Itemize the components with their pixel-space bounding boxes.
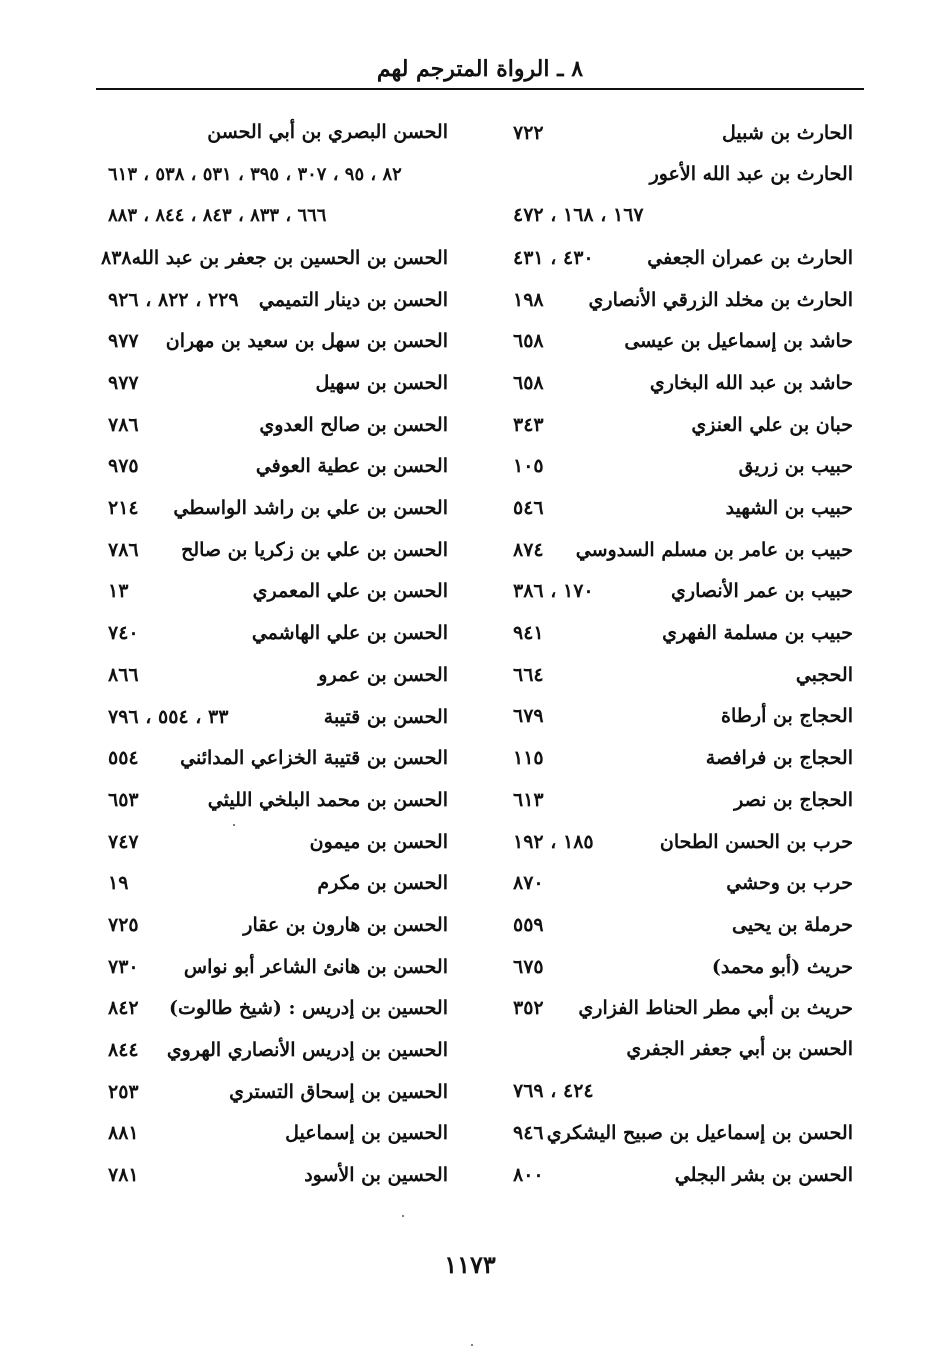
index-entry [108, 1029, 448, 1071]
entry-pages: ٦٦٤ [513, 663, 544, 686]
entry-pages: ٩٧٥ [108, 455, 139, 478]
entry-pages: ٦٧٥ [513, 955, 544, 978]
entry-name: الحسن بن قتيبة الخزاعي المدائني [180, 747, 448, 770]
index-entry [513, 237, 853, 279]
entry-pages: ٧٤٠ [108, 622, 139, 645]
entry-pages: ٦٦٦ ، ٨٣٣ ، ٨٤٣ ، ٨٤٤ ، ٨٨٣ [108, 205, 327, 227]
entry-pages: ١٦٧ ، ١٦٨ ، ٤٧٢ [513, 204, 644, 227]
entry-pages: ٩٧٧ [108, 330, 139, 353]
index-entry [108, 696, 448, 738]
header-rule [96, 88, 864, 90]
entry-name: الحسن البصري بن أبي الحسن [207, 121, 448, 143]
entry-pages: ١٠٥ [513, 455, 544, 478]
entry-pages: ١١٥ [513, 747, 544, 770]
entry-pages: ٦١٣ [513, 788, 544, 811]
entry-name: الحجاج بن نصر [734, 788, 853, 811]
entry-pages: ٨٢ ، ٩٥ ، ٣٠٧ ، ٣٩٥ ، ٥٣١ ، ٥٣٨ ، ٦١٣ [108, 163, 402, 185]
entry-name: حبيب بن الشهيد [725, 497, 853, 520]
entry-pages: ٥٥٤ [108, 747, 139, 770]
entry-pages: ٢٢٩ ، ٨٢٢ ، ٩٢٦ [108, 288, 239, 311]
entry-pages: ٣٤٣ [513, 413, 544, 436]
entry-name: الحسن بن بشر البجلي [674, 1164, 853, 1187]
index-entry [513, 362, 853, 404]
index-entry [108, 862, 448, 904]
index-entry [108, 279, 448, 321]
entry-pages: ٨٠٠ [513, 1164, 544, 1187]
entry-pages: ٨٤٢ [108, 997, 139, 1020]
index-entry [513, 737, 853, 779]
entry-pages: ٣٥٢ [513, 997, 544, 1020]
index-entry [108, 571, 448, 613]
entry-pages: ٨٤٤ [108, 1039, 139, 1061]
entry-name: الحسن بن إسماعيل بن صبيح اليشكري [546, 1122, 853, 1145]
entry-name: الحارث بن شبيل [722, 121, 853, 144]
index-entry [108, 737, 448, 779]
entry-name: الحسن بن هارون بن عقار [243, 913, 448, 936]
entry-name: الحسين بن إدريس : (شيخ طالوت) [168, 997, 448, 1020]
entry-name: الحسن بن سهل بن سعيد بن مهران [165, 330, 448, 353]
index-entry [513, 1154, 853, 1196]
index-entry [108, 320, 448, 362]
entry-pages: ٦٥٣ [108, 788, 139, 811]
entry-name: الحسن بن سهيل [315, 372, 448, 394]
entry-name: الحسن بن محمد البلخي الليثي [207, 788, 448, 811]
entry-pages: ٧٤٧ [108, 830, 139, 853]
index-entry [108, 112, 448, 237]
entry-name: حريث (أبو محمد) [711, 955, 853, 978]
entry-name: الحسن بن علي بن راشد الواسطي [173, 497, 448, 520]
index-entry [108, 362, 448, 404]
index-entry [108, 821, 448, 863]
entry-name: حبيب بن عمر الأنصاري [671, 580, 853, 603]
entry-name: الحسن بن هانئ الشاعر أبو نواس [183, 955, 448, 978]
index-entry [513, 571, 853, 613]
entry-pages: ١٩٨ [513, 288, 544, 311]
entry-pages: ٦٥٨ [513, 371, 544, 394]
entry-name: الحسن بن الحسين بن جعفر بن عبد الله [131, 246, 448, 269]
index-entry [108, 446, 448, 488]
index-entry [513, 779, 853, 821]
index-entry [513, 821, 853, 863]
entry-name: حبيب بن زريق [738, 455, 853, 478]
index-entry [513, 112, 853, 154]
index-entry [513, 446, 853, 488]
entry-pages: ٧٢٥ [108, 913, 139, 936]
entry-pages: ٩٧٧ [108, 372, 139, 394]
index-entry [108, 487, 448, 529]
entry-pages: ٩٤٦ [513, 1122, 544, 1145]
entry-pages: ٥٤٦ [513, 497, 544, 520]
entry-name: الحسن بن مكرم [317, 872, 448, 895]
entry-name: الحسين بن إدريس الأنصاري الهروي [166, 1039, 448, 1061]
entry-name: الحسن بن علي الهاشمي [251, 622, 448, 645]
entry-pages: ١٣ [108, 580, 129, 603]
index-entry [513, 1113, 853, 1155]
scan-speck [233, 824, 235, 826]
entry-pages: ٩٤١ [513, 622, 544, 645]
entry-pages: ٤٣٠ ، ٤٣١ [513, 246, 594, 269]
entry-name: حبان بن علي العنزي [691, 413, 853, 436]
index-entry [513, 654, 853, 696]
entry-name: الحسن بن دينار التميمي [258, 288, 448, 311]
index-entry [108, 946, 448, 988]
entry-name: الحجاج بن أرطاة [721, 705, 853, 728]
entry-name: حاشد بن عبد الله البخاري [649, 371, 853, 394]
entry-name: الحجاج بن فرافصة [705, 747, 853, 770]
entry-pages: ٧٨٦ [108, 413, 139, 436]
entry-pages: ٤٢٤ ، ٧٦٩ [513, 1079, 594, 1102]
entry-name: حبيب بن مسلمة الفهري [662, 622, 853, 645]
entry-name: الحسن بن قتيبة [323, 705, 448, 728]
entry-pages: ٨٧٤ [513, 538, 544, 561]
entry-pages: ٢٥٣ [108, 1080, 139, 1103]
index-entry [108, 612, 448, 654]
index-column-right [513, 112, 853, 1196]
entry-name: حاشد بن إسماعيل بن عيسى [624, 330, 853, 353]
entry-pages: ١٧٠ ، ٣٨٦ [513, 580, 594, 603]
entry-pages: ٧٨١ [108, 1164, 139, 1187]
index-entry [513, 154, 853, 237]
index-entry [513, 1029, 853, 1112]
entry-pages: ٦٥٨ [513, 330, 544, 353]
index-entry [513, 862, 853, 904]
entry-name: الحسن بن أبي جعفر الجفري [626, 1038, 853, 1061]
entry-pages: ١٩ [108, 872, 129, 895]
entry-name: الحارث بن عبد الله الأعور [649, 162, 853, 185]
entry-pages: ٣٣ ، ٥٥٤ ، ٧٩٦ [108, 705, 229, 728]
entry-name: الحجبي [795, 663, 853, 686]
entry-pages: ١٨٥ ، ١٩٢ [513, 830, 594, 853]
index-entry [108, 1154, 448, 1196]
entry-name: الحسين بن الأسود [304, 1164, 448, 1187]
entry-pages: ٧٣٠ [108, 955, 139, 978]
index-entry [513, 279, 853, 321]
page-number: ١١٧٣ [444, 1250, 496, 1279]
entry-name: الحارث بن مخلد الزرقي الأنصاري [588, 288, 853, 311]
entry-name: حرب بن وحشي [726, 872, 853, 895]
index-entry [513, 904, 853, 946]
entry-pages: ٨٣٨ [100, 246, 132, 269]
entry-name: الحسن بن ميمون [309, 830, 448, 853]
entry-pages: ٧٨٦ [108, 538, 139, 561]
entry-name: الحارث بن عمران الجعفي [647, 246, 853, 269]
entry-name: حريث بن أبي مطر الحناط الفزاري [578, 997, 853, 1020]
index-entry [108, 779, 448, 821]
entry-name: حبيب بن عامر بن مسلم السدوسي [575, 538, 853, 561]
entry-name: الحسين بن إسحاق التستري [229, 1080, 448, 1103]
index-entry [513, 946, 853, 988]
entry-pages: ٨٨١ [108, 1122, 139, 1145]
index-entry [513, 696, 853, 738]
entry-name: الحسن بن صالح العدوي [259, 413, 448, 436]
index-column-left [100, 112, 448, 1196]
index-entry [108, 654, 448, 696]
index-entry [513, 487, 853, 529]
index-entry [108, 904, 448, 946]
index-entry [513, 987, 853, 1029]
entry-pages: ٢١٤ [108, 497, 139, 520]
entry-pages: ٨٧٠ [513, 872, 544, 895]
entry-name: الحسن بن عمرو [318, 663, 448, 686]
index-entry [108, 404, 448, 446]
index-entry [108, 987, 448, 1029]
index-entry [513, 404, 853, 446]
index-entry [513, 612, 853, 654]
index-entry [108, 529, 448, 571]
entry-name: الحسن بن علي بن زكريا بن صالح [181, 538, 448, 561]
index-entry [100, 237, 448, 279]
entry-name: الحسين بن إسماعيل [285, 1122, 448, 1145]
entry-pages: ٦٧٩ [513, 705, 544, 728]
entry-pages: ٥٥٩ [513, 913, 544, 936]
entry-name: حرب بن الحسن الطحان [659, 830, 853, 853]
entry-pages: ٨٦٦ [108, 663, 139, 686]
index-entry [108, 1071, 448, 1113]
entry-name: حرملة بن يحيى [732, 913, 853, 936]
index-entry [513, 320, 853, 362]
scan-speck [471, 1344, 473, 1346]
scan-speck [402, 1215, 404, 1217]
entry-pages: ٧٢٢ [513, 121, 544, 144]
page-header: ٨ ـ الرواة المترجم لهم [376, 56, 584, 82]
entry-name: الحسن بن عطية العوفي [255, 455, 448, 478]
index-entry [108, 1113, 448, 1155]
entry-name: الحسن بن علي المعمري [252, 580, 448, 603]
index-entry [513, 529, 853, 571]
